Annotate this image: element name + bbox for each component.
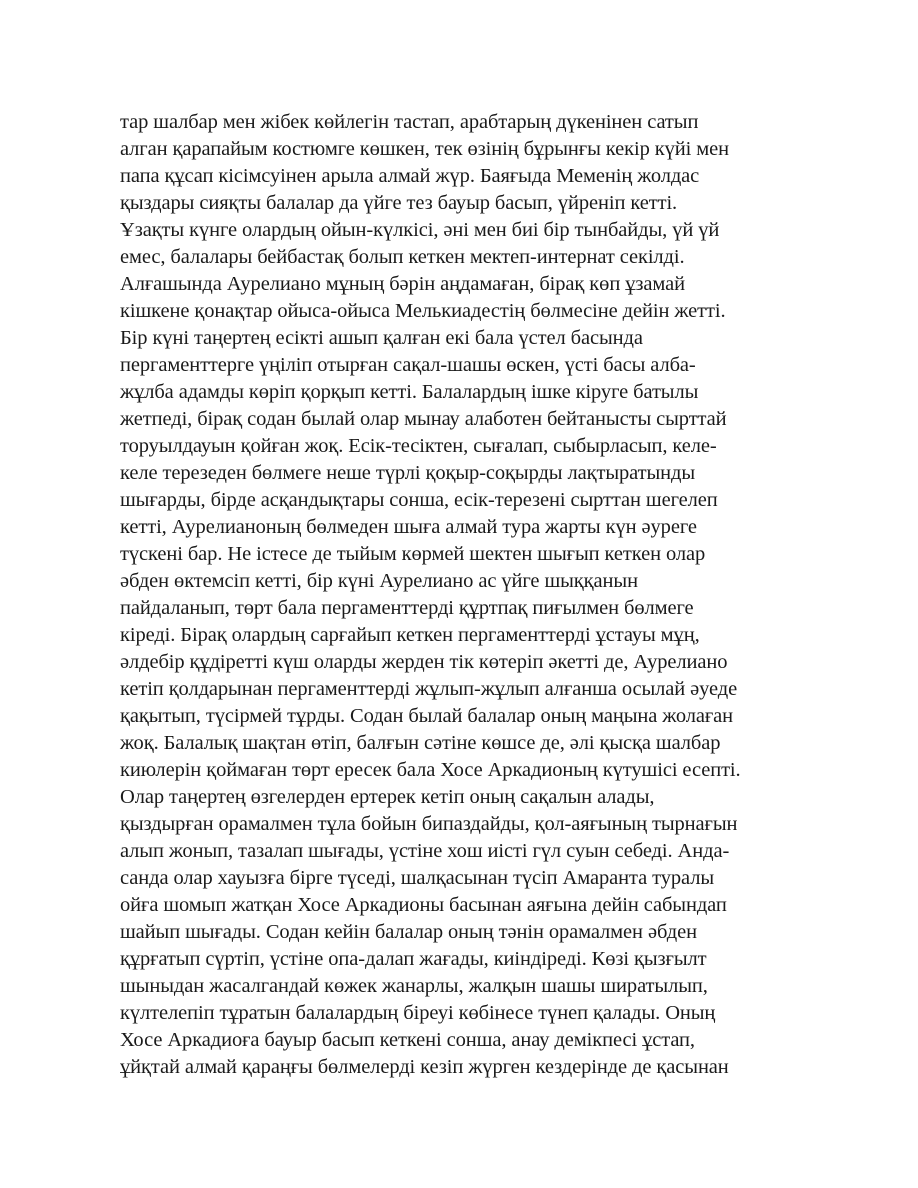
text-line: алып жонып, тазалап шығады, үстіне хош иісті гүл суын себеді. Анда- bbox=[120, 840, 730, 862]
text-line: кішкене қонақтар ойыса-ойыса Мелькиадестің бөлмесіне дейін жетті. bbox=[120, 300, 726, 322]
text-line: кетіп қолдарынан пергаменттерді жұлып-жұлып алғанша осылай әуеде bbox=[120, 678, 738, 700]
text-line: емес, балалары бейбастақ болып кеткен мектеп-интернат секілді. bbox=[120, 246, 685, 268]
text-line: Олар таңертең өзгелерден ертерек кетіп оның сақалын алады, bbox=[120, 786, 655, 808]
text-line: кіреді. Бірақ олардың сарғайып кеткен пергаменттерді ұстауы мұң, bbox=[120, 624, 700, 646]
text-line: әбден өктемсіп кетті, бір күні Аурелиано ас үйге шыққанын bbox=[120, 570, 638, 592]
text-line: күлтелепіп тұратын балалардың біреуі көбінесе түнеп қалады. Оның bbox=[120, 1002, 716, 1024]
text-line: жұлба адамды көріп қорқып кетті. Балалардың ішке кіруге батылы bbox=[120, 381, 699, 403]
text-line: папа құсап кісімсуінен арыла алмай жүр. Баяғыда Меменің жолдас bbox=[120, 165, 700, 187]
text-line: шайып шығады. Содан кейін балалар оның тәнін орамалмен әбден bbox=[120, 921, 697, 943]
text-line: санда олар хауызға бірге түседі, шалқасынан түсіп Амаранта туралы bbox=[120, 867, 714, 889]
text-line: қыздары сияқты балалар да үйге тез бауыр басып, үйреніп кетті. bbox=[120, 192, 678, 214]
text-line: торуылдауын қойған жоқ. Есік-тесіктен, сығалап, сыбырласып, келе- bbox=[120, 435, 717, 457]
text-line: жетпеді, бірақ содан былай олар мынау алаботен бейтанысты сырттай bbox=[120, 408, 727, 430]
text-line: қақытып, түсірмей тұрды. Содан былай балалар оның маңына жолаған bbox=[120, 705, 734, 727]
body-text bbox=[120, 109, 810, 1081]
text-line: құрғатып сүртіп, үстіне опа-далап жағады, киіндіреді. Көзі қызғылт bbox=[120, 948, 707, 970]
text-line: Бір күні таңертең есікті ашып қалған екі бала үстел басында bbox=[120, 327, 643, 349]
text-line: келе терезеден бөлмеге неше түрлі қоқыр-соқырды лақтыратынды bbox=[120, 462, 696, 484]
text-line: киюлерін қоймаған төрт ересек бала Хосе Аркадионың күтушісі есепті. bbox=[120, 759, 741, 781]
text-line: кетті, Аурелианоның бөлмеден шыға алмай тура жарты күн әуреге bbox=[120, 516, 697, 538]
text-line: ұйқтай алмай қараңғы бөлмелерді кезіп жүрген кездерінде де қасынан bbox=[120, 1056, 729, 1078]
text-line: Ұзақты күнге олардың ойын-күлкісі, әні мен биі бір тынбайды, үй үй bbox=[120, 219, 720, 241]
text-line: алган қарапайым костюмге көшкен, тек өзінің бұрынғы кекір күйі мен bbox=[120, 138, 729, 160]
text-line: пергаменттерге үңіліп отырған сақал-шашы өскен, үсті басы алба- bbox=[120, 354, 696, 376]
text-line: ойға шомып жатқан Хосе Аркадионы басынан аяғына дейін сабындап bbox=[120, 894, 727, 916]
text-line: түскені бар. Не істесе де тыйым көрмей шектен шығып кеткен олар bbox=[120, 543, 706, 565]
text-line: шыныдан жасалгандай көжек жанарлы, жалқын шашы ширатылып, bbox=[120, 975, 708, 997]
text-line: Алғашында Аурелиано мұның бәрін аңдамаған, бірақ көп ұзамай bbox=[120, 273, 685, 295]
text-line: шығарды, бірде асқандықтары сонша, есік-терезені сырттан шегелеп bbox=[120, 489, 718, 511]
text-line: жоқ. Балалық шақтан өтіп, балғын сәтіне көшсе де, әлі қысқа шалбар bbox=[120, 732, 721, 754]
text-line: Хосе Аркадиоға бауыр басып кеткені сонша, анау демікпесі ұстап, bbox=[120, 1029, 695, 1051]
text-line: әлдебір құдіретті күш оларды жерден тік көтеріп әкетті де, Аурелиано bbox=[120, 651, 728, 673]
text-line: пайдаланып, төрт бала пергаменттерді құртпақ пиғылмен бөлмеге bbox=[120, 597, 694, 619]
text-line: қыздырған орамалмен тұла бойын бипаздайды, қол-аяғының тырнағын bbox=[120, 813, 738, 835]
text-line: тар шалбар мен жібек көйлегін тастап, арабтарың дүкенінен сатып bbox=[120, 111, 699, 133]
